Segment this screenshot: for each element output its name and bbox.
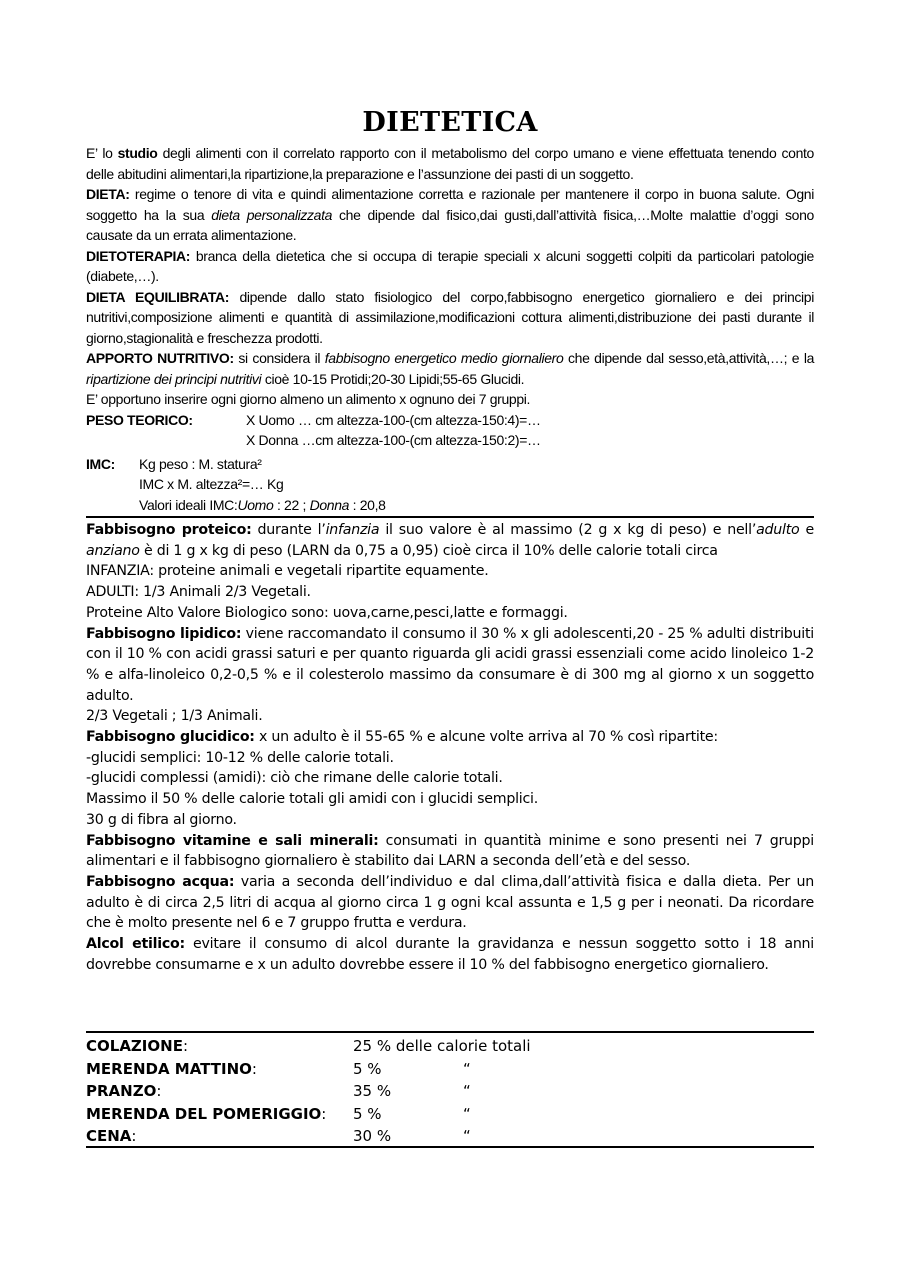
acqua-paragraph [86, 872, 814, 934]
ditto-mark: “ [463, 1059, 471, 1078]
italic-term: ripartizione dei principi nutritivi [86, 370, 262, 387]
meal-percentage: 5 % [353, 1104, 382, 1123]
peso-donna-formula: X Donna …cm altezza-100-(cm altezza-150:2)=… [246, 432, 541, 448]
italic-term: infanzia [325, 522, 380, 538]
glucidi-semplici-line: -glucidi semplici: 10-12 % delle calorie totali. [86, 749, 394, 766]
text-run: x un adulto è il 55-65 % e alcune volte arriva al 70 % così ripartite: [254, 729, 718, 746]
text-run: che dipende dal sesso,età,attività,…; e la [563, 350, 815, 366]
italic-term: adulto [756, 522, 800, 538]
peso-teorico-row [86, 410, 814, 431]
text-run: E’ lo [86, 145, 118, 161]
text-run: regime o tenore di vita e quindi alimentazione corretta e razionale per mantenere il corpo in buona salute. Ogni soggetto ha la sua [86, 186, 814, 223]
imc-label: IMC: [86, 455, 115, 472]
proteine-abv-line: Proteine Alto Valore Biologico sono: uova,carne,pesci,latte e formaggi. [86, 604, 568, 621]
text-run: e [799, 522, 814, 538]
italic-term: dieta personalizzata [211, 206, 333, 223]
text-run: evitare il consumo di alcol durante la gravidanza e nessun soggetto sotto i 18 anni dovrebbe consumarne e x un adulto dovrebbe essere il 10 % del fabbisogno energetico giornaliero. [86, 936, 814, 973]
intro-paragraph [86, 143, 814, 184]
meal-name [86, 1125, 353, 1148]
text-run: si considera il [233, 350, 325, 366]
meal-label: PRANZO [86, 1082, 157, 1100]
meal-label: MERENDA DEL POMERIGGIO [86, 1104, 322, 1123]
text-run: è di 1 g x kg di peso (LARN da 0,75 a 0,95) cioè circa il 10% delle calorie totali circa [139, 542, 718, 559]
apporto-nutritivo-paragraph [86, 348, 814, 389]
lipidico-label: Fabbisogno lipidico: [86, 625, 242, 642]
imc-row [86, 454, 814, 475]
dieta-label: DIETA: [86, 186, 130, 202]
italic-term: Uomo [237, 496, 274, 513]
glucidi-complessi-line: -glucidi complessi (amidi): ciò che rimane delle calorie totali. [86, 770, 503, 787]
text-run: durante l’ [251, 522, 326, 538]
vitamine-paragraph [86, 831, 814, 872]
italic-term: Donna [309, 496, 350, 513]
dietoterapia-label: DIETOTERAPIA: [86, 247, 191, 264]
fibra-line: 30 g di fibra al giorno. [86, 811, 237, 828]
meal-label: COLAZIONE [86, 1037, 183, 1055]
meal-percentage: 25 % delle calorie totali [353, 1037, 531, 1055]
section-divider [86, 516, 814, 518]
meal-percentage: 5 % [353, 1059, 382, 1078]
proteico-label: Fabbisogno proteico: [86, 522, 252, 538]
alcol-label: Alcol etilico: [86, 936, 185, 953]
alcol-paragraph [86, 934, 814, 975]
text-run: degli alimenti con il correlato rapporto con il metabolismo del corpo umano e viene effettuata tenendo conto delle abitudini alimentari,la ripartizione,la preparazione e l’assunzione dei pasti di un soggetto. [86, 145, 814, 182]
proteico-paragraph [86, 520, 814, 561]
meal-percentage: 35 % [353, 1082, 392, 1100]
spacer [86, 474, 139, 495]
meal-label: MERENDA MATTINO [86, 1059, 252, 1078]
dieta-equilibrata-label: DIETA EQUILIBRATA: [86, 288, 230, 305]
lipidico-paragraph [86, 624, 814, 707]
ditto-mark: “ [463, 1082, 471, 1100]
text-run: : 22 ; [273, 496, 310, 513]
dietoterapia-paragraph [86, 246, 814, 287]
apporto-nutritivo-label: APPORTO NUTRITIVO: [86, 350, 234, 366]
meal-name [86, 1058, 353, 1081]
ditto-mark: “ [463, 1104, 471, 1123]
text-run: : 20,8 [349, 496, 386, 513]
text-run: cioè 10-15 Protidi;20-30 Lipidi;55-65 Glucidi. [261, 370, 525, 387]
infanzia-line: INFANZIA: proteine animali e vegetali ripartite equamente. [86, 563, 489, 580]
text-run: varia a seconda dell’individuo e dal clima,dall’attività fisica e dalla dieta. Per un adulto è di circa 2,5 litri di acqua al giorno circa 1 g ogni kcal assunta e 1,5 g per i neonati. Da ricordare che è molto presente nel 6 e 7 gruppo frutta e verdura. [86, 873, 814, 932]
imc-formula-1: Kg peso : M. statura² [139, 455, 262, 472]
colon: : [182, 1037, 188, 1055]
colon: : [321, 1104, 327, 1123]
intro-section [86, 143, 814, 515]
imc-ideal-values [139, 495, 386, 516]
meal-row [86, 1080, 814, 1103]
meal-name [86, 1080, 353, 1103]
peso-uomo-formula: X Uomo … cm altezza-100-(cm altezza-150:4)=… [246, 411, 541, 428]
ditto-mark: “ [463, 1127, 471, 1145]
massimo-line: Massimo il 50 % delle calorie totali gli amidi con i glucidi semplici. [86, 791, 538, 808]
text-run: branca della dietetica che si occupa di terapie speciali x alcuni soggetti colpiti da particolari patologie (diabete,…). [86, 247, 814, 284]
vegetali-line: 2/3 Vegetali ; 1/3 Animali. [86, 708, 263, 725]
dieta-paragraph [86, 184, 814, 246]
imc-row-2 [86, 474, 814, 495]
peso-donna-row [86, 430, 814, 451]
meal-percentage: 30 % [353, 1127, 392, 1145]
text-run: consumati in quantità minime e sono presenti nei 7 gruppi alimentari e il fabbisogno giornaliero è stabilito dai LARN a seconda dell’età e del sesso. [86, 832, 814, 870]
spacer [86, 430, 246, 451]
meal-row [86, 1058, 814, 1081]
fabbisogni-section [86, 520, 814, 975]
adulti-line: ADULTI: 1/3 Animali 2/3 Vegetali. [86, 584, 311, 601]
acqua-label: Fabbisogno acqua: [86, 873, 235, 890]
meal-name [86, 1035, 353, 1058]
vitamine-label: Fabbisogno vitamine e sali minerali: [86, 832, 379, 849]
text-run: che dipende dal fisico,dai gusti,dall’attività fisica,…Molte malattie d’oggi sono causate da un errata alimentazione. [86, 206, 814, 243]
colon: : [251, 1059, 257, 1078]
colon: : [131, 1127, 137, 1145]
meal-label: CENA [86, 1127, 132, 1145]
imc-row-3 [86, 495, 814, 516]
meal-row [86, 1035, 814, 1058]
meal-row [86, 1125, 814, 1148]
spacer [86, 495, 139, 516]
text-run: viene raccomandato il consumo il 30 % x gli adolescenti,20 - 25 % adulti distribuiti con il 10 % con acidi grassi saturi e per quanto riguarda gli acidi grassi essenziali come acido linoleico 1-2 % e alfa-linoleico 0,2-0,5 % e il colesterolo massimo da consumare è di 300 mg al giorno x un soggetto adulto. [86, 625, 814, 704]
text-run: dipende dallo stato fisiologico del corpo,fabbisogno energetico giornaliero e dei principi nutritivi,composizione alimenti e quantità di assimilazione,modificazioni cottura alimenti,distribuzione dei pasti durante il giorno,stagionalità e freschezza prodotti. [86, 288, 814, 346]
meal-distribution-table [86, 1035, 814, 1148]
page-title: DIETETICA [362, 107, 538, 138]
text-run: il suo valore è al massimo (2 g x kg di peso) e nell’ [379, 522, 757, 538]
italic-term: anziano [86, 542, 140, 559]
glucidico-label: Fabbisogno glucidico: [86, 729, 255, 746]
opportuno-line: E’ opportuno inserire ogni giorno almeno un alimento x ognuno dei 7 gruppi. [86, 391, 531, 407]
bold-term-studio: studio [117, 145, 158, 161]
italic-term: fabbisogno energetico medio giornaliero [324, 350, 564, 366]
imc-formula-2: IMC x M. altezza²=… Kg [139, 476, 284, 492]
meal-row [86, 1103, 814, 1126]
section-divider [86, 1146, 814, 1148]
glucidico-paragraph [86, 727, 814, 748]
peso-teorico-label: PESO TEORICO: [86, 411, 193, 428]
meal-name [86, 1103, 353, 1126]
section-divider [86, 1031, 814, 1033]
dieta-equilibrata-paragraph [86, 287, 814, 349]
text-run: Valori ideali IMC: [139, 496, 238, 513]
colon: : [156, 1082, 162, 1100]
